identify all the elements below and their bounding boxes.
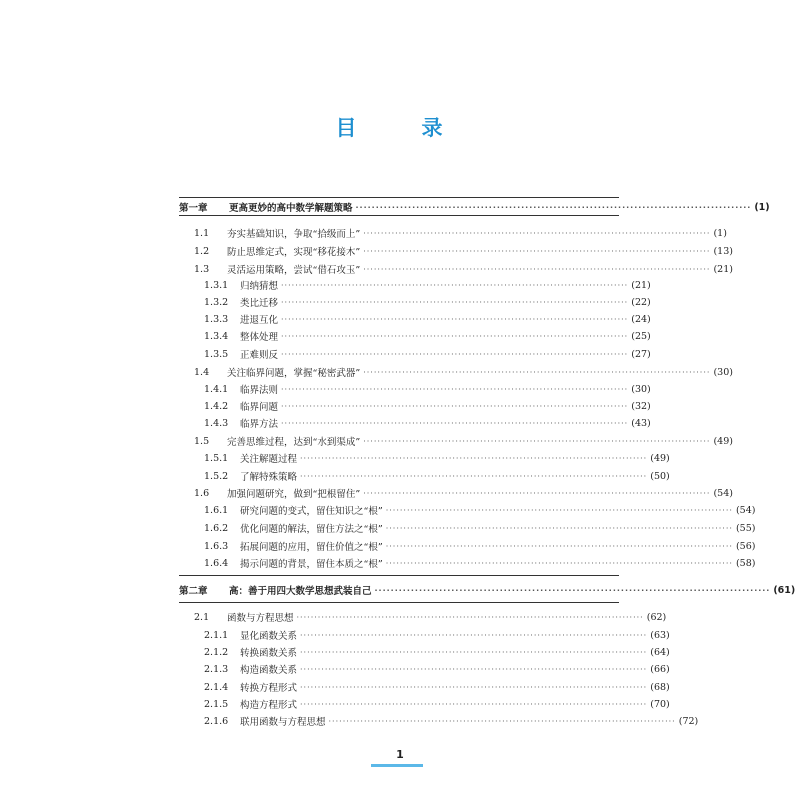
dot-leader: ·································································································· bbox=[363, 488, 711, 498]
entry-number: 1.4 bbox=[194, 366, 210, 378]
subsection-entry bbox=[179, 468, 670, 484]
entry-title: 研究问题的变式，留住知识之“根” bbox=[240, 506, 383, 517]
entry-title: 函数与方程思想 bbox=[227, 613, 294, 624]
entry-page: (27) bbox=[631, 348, 651, 360]
entry-page: (49) bbox=[713, 435, 733, 447]
entry-number: 2.1.2 bbox=[204, 646, 229, 658]
divider bbox=[179, 602, 619, 603]
entry-title: 高：善于用四大数学思想武装自己 bbox=[229, 586, 372, 597]
entry-page: (30) bbox=[631, 383, 651, 395]
entry-page: (30) bbox=[713, 366, 733, 378]
subsection-entry bbox=[179, 679, 670, 695]
entry-title: 归纳猜想 bbox=[240, 281, 279, 292]
entry-page: (58) bbox=[735, 557, 756, 569]
entry-title: 夯实基础知识，争取“拾级而上” bbox=[227, 229, 361, 240]
entry-page: (21) bbox=[713, 263, 733, 275]
entry-page: (13) bbox=[713, 245, 733, 257]
entry-number: 1.3 bbox=[194, 263, 210, 275]
entry-number: 1.4.1 bbox=[204, 383, 229, 395]
subsection-entry bbox=[179, 661, 670, 677]
section-entry bbox=[179, 225, 727, 241]
entry-number: 2.1.6 bbox=[204, 715, 229, 727]
entry-title: 正难则反 bbox=[240, 350, 279, 361]
entry-number: 2.1.1 bbox=[204, 629, 229, 641]
entry-page: (54) bbox=[735, 504, 756, 516]
subsection-entry bbox=[179, 398, 651, 414]
chapter-entry bbox=[179, 199, 770, 215]
entry-title: 整体处理 bbox=[240, 332, 279, 343]
dot-leader: ·································································································· bbox=[363, 228, 711, 238]
entry-number: 1.6.2 bbox=[204, 522, 229, 534]
entry-page: (1) bbox=[754, 201, 770, 213]
dot-leader: ·································································································· bbox=[300, 647, 648, 657]
entry-number: 1.3.3 bbox=[204, 313, 229, 325]
entry-number: 第二章 bbox=[179, 586, 208, 597]
entry-page: (25) bbox=[631, 330, 651, 342]
entry-title: 关注临界问题，掌握“秘密武器” bbox=[227, 368, 361, 379]
subsection-entry bbox=[179, 538, 756, 554]
entry-page: (63) bbox=[650, 629, 670, 641]
entry-title: 显化函数关系 bbox=[240, 631, 298, 642]
dot-leader: ·································································································· bbox=[385, 505, 733, 515]
entry-title: 揭示问题的背景，留住本质之“根” bbox=[240, 559, 383, 570]
entry-number: 1.5 bbox=[194, 435, 210, 447]
entry-page: (68) bbox=[650, 681, 670, 693]
entry-title: 防止思维定式，实现“移花接木” bbox=[227, 247, 361, 258]
dot-leader: ·································································································· bbox=[281, 418, 629, 428]
entry-number: 1.6.3 bbox=[204, 540, 229, 552]
entry-number: 2.1.4 bbox=[204, 681, 229, 693]
section-entry bbox=[179, 609, 667, 625]
entry-title: 拓展问题的应用，留住价值之“根” bbox=[240, 542, 383, 553]
dot-leader: ·································································································· bbox=[300, 453, 648, 463]
dot-leader: ·································································································· bbox=[281, 331, 629, 341]
entry-title: 更高更妙的高中数学解题策略 bbox=[229, 203, 353, 214]
subsection-entry bbox=[179, 644, 670, 660]
subsection-entry bbox=[179, 311, 651, 327]
subsection-entry bbox=[179, 520, 756, 536]
dot-leader: ·································································································· bbox=[281, 384, 629, 394]
entry-number: 第一章 bbox=[179, 203, 208, 214]
section-entry bbox=[179, 261, 733, 277]
entry-title: 联用函数与方程思想 bbox=[240, 717, 326, 728]
dot-leader: ·································································································· bbox=[300, 699, 648, 709]
entry-number: 1.3.1 bbox=[204, 279, 229, 291]
entry-title: 完善思维过程，达到“水到渠成” bbox=[227, 437, 361, 448]
entry-page: (62) bbox=[646, 611, 667, 623]
page-number: 1 bbox=[396, 748, 404, 761]
entry-number: 1.4.3 bbox=[204, 417, 229, 429]
dot-leader: ·································································································· bbox=[281, 297, 629, 307]
entry-title: 加强问题研究，做到“把根留住” bbox=[227, 489, 361, 500]
dot-leader: ·································································································· bbox=[385, 523, 733, 533]
subsection-entry bbox=[179, 502, 756, 518]
entry-title: 转换函数关系 bbox=[240, 648, 298, 659]
dot-leader: ·································································································· bbox=[281, 401, 629, 411]
entry-number: 2.1 bbox=[194, 611, 210, 623]
dot-leader: ·································································································· bbox=[385, 541, 733, 551]
entry-title: 临界法则 bbox=[240, 385, 279, 396]
entry-page: (64) bbox=[650, 646, 670, 658]
entry-number: 1.3.2 bbox=[204, 296, 229, 308]
subsection-entry bbox=[179, 555, 756, 571]
entry-page: (1) bbox=[713, 227, 727, 239]
subsection-entry bbox=[179, 450, 670, 466]
dot-leader: ·································································································· bbox=[281, 314, 629, 324]
entry-page: (24) bbox=[631, 313, 651, 325]
entry-title: 转换方程形式 bbox=[240, 683, 298, 694]
entry-page: (55) bbox=[735, 522, 756, 534]
dot-leader: ·································································································· bbox=[281, 280, 629, 290]
entry-title: 临界问题 bbox=[240, 402, 279, 413]
entry-number: 1.5.2 bbox=[204, 470, 229, 482]
dot-leader: ·································································································· bbox=[363, 264, 711, 274]
dot-leader: ·································································································· bbox=[363, 246, 711, 256]
entry-page: (72) bbox=[678, 715, 699, 727]
entry-page: (22) bbox=[631, 296, 651, 308]
section-entry bbox=[179, 433, 733, 449]
entry-page: (43) bbox=[631, 417, 651, 429]
dot-leader: ·································································································· bbox=[300, 682, 648, 692]
dot-leader: ·································································································· bbox=[300, 630, 648, 640]
entry-number: 1.6 bbox=[194, 487, 210, 499]
entry-page: (56) bbox=[735, 540, 756, 552]
chapter-entry bbox=[179, 582, 796, 598]
entry-number: 1.6.4 bbox=[204, 557, 229, 569]
dot-leader: ·································································································· bbox=[363, 436, 711, 446]
entry-title: 关注解题过程 bbox=[240, 454, 298, 465]
entry-page: (21) bbox=[631, 279, 651, 291]
entry-number: 1.2 bbox=[194, 245, 210, 257]
page-number-bar bbox=[371, 764, 423, 767]
subsection-entry bbox=[179, 346, 651, 362]
entry-number: 2.1.3 bbox=[204, 663, 229, 675]
subsection-entry bbox=[179, 696, 670, 712]
entry-number: 1.1 bbox=[194, 227, 210, 239]
entry-page: (49) bbox=[650, 452, 670, 464]
divider bbox=[179, 575, 619, 576]
subsection-entry bbox=[179, 627, 670, 643]
entry-number: 1.3.4 bbox=[204, 330, 229, 342]
dot-leader: ·································································································· bbox=[374, 585, 771, 595]
section-entry bbox=[179, 364, 733, 380]
entry-title: 进退互化 bbox=[240, 315, 279, 326]
subsection-entry bbox=[179, 415, 651, 431]
entry-title: 构造方程形式 bbox=[240, 700, 298, 711]
entry-number: 1.3.5 bbox=[204, 348, 229, 360]
dot-leader: ·································································································· bbox=[296, 612, 644, 622]
dot-leader: ·································································································· bbox=[300, 471, 648, 481]
section-entry bbox=[179, 485, 733, 501]
dot-leader: ·································································································· bbox=[355, 202, 752, 212]
entry-title: 临界方法 bbox=[240, 419, 279, 430]
subsection-entry bbox=[179, 713, 699, 729]
entry-number: 1.6.1 bbox=[204, 504, 229, 516]
entry-title: 优化问题的解法，留住方法之“根” bbox=[240, 524, 383, 535]
dot-leader: ·································································································· bbox=[300, 664, 648, 674]
page-title: 目 录 bbox=[335, 116, 465, 140]
entry-page: (54) bbox=[713, 487, 733, 499]
entry-page: (70) bbox=[650, 698, 670, 710]
entry-page: (61) bbox=[773, 584, 796, 596]
subsection-entry bbox=[179, 381, 651, 397]
entry-number: 2.1.5 bbox=[204, 698, 229, 710]
entry-page: (66) bbox=[650, 663, 670, 675]
entry-page: (32) bbox=[631, 400, 651, 412]
divider bbox=[179, 215, 619, 216]
divider bbox=[179, 197, 619, 198]
entry-title: 了解特殊策略 bbox=[240, 472, 298, 483]
section-entry bbox=[179, 243, 733, 259]
subsection-entry bbox=[179, 294, 651, 310]
dot-leader: ·································································································· bbox=[281, 349, 629, 359]
dot-leader: ·································································································· bbox=[328, 716, 676, 726]
dot-leader: ·································································································· bbox=[385, 558, 733, 568]
entry-title: 灵活运用策略，尝试“借石攻玉” bbox=[227, 265, 361, 276]
subsection-entry bbox=[179, 328, 651, 344]
entry-number: 1.5.1 bbox=[204, 452, 229, 464]
subsection-entry bbox=[179, 277, 651, 293]
entry-title: 类比迁移 bbox=[240, 298, 279, 309]
entry-title: 构造函数关系 bbox=[240, 665, 298, 676]
entry-page: (50) bbox=[650, 470, 670, 482]
dot-leader: ·································································································· bbox=[363, 367, 711, 377]
entry-number: 1.4.2 bbox=[204, 400, 229, 412]
